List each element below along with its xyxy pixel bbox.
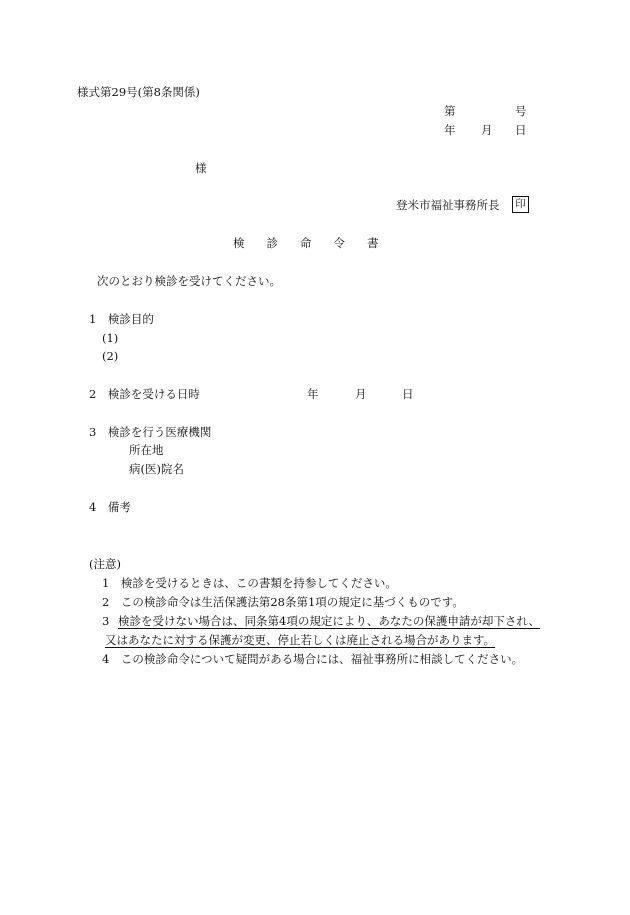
date-month-label: 月 (481, 123, 493, 137)
section-1-item-2: (2) (102, 349, 119, 363)
note-3-line-2: 又はあなたに対する保護が変更、停止若しくは廃止される場合があります。 (105, 633, 496, 647)
hospital-name-label: 病(医)院名 (129, 462, 184, 476)
date-year-label: 年 (444, 123, 456, 137)
section-1-item-1: (1) (102, 331, 119, 345)
note-2: 2 この検診命令は生活保護法第28条第1項の規定に基づくものです。 (102, 595, 464, 609)
note-1: 1 検診を受けるときは、この書類を持参してください。 (102, 576, 397, 590)
section-4-heading: 4 備考 (89, 500, 131, 514)
hospital-address-label: 所在地 (129, 443, 164, 457)
exam-date-month-label: 月 (355, 387, 367, 401)
exam-date-year-label: 年 (307, 387, 319, 401)
notes-heading: (注意) (89, 557, 121, 571)
doc-number-suffix: 号 (515, 104, 527, 118)
section-1-heading: 1 検診目的 (89, 312, 154, 326)
note-3-line-1: 検診を受けない場合は、同条第4項の規定により、あなたの保護申請が却下され、 (118, 614, 541, 628)
exam-date-day-label: 日 (402, 387, 414, 401)
document-title: 検診命令書 (233, 236, 401, 250)
intro-text: 次のとおり検診を受けてください。 (97, 274, 281, 288)
note-3-number: 3 (102, 614, 110, 628)
doc-number-prefix: 第 (444, 104, 456, 118)
seal-stamp-box: 印 (512, 196, 529, 213)
note-4: 4 この検診命令について疑問がある場合には、福祉事務所に相談してください。 (102, 652, 524, 666)
date-day-label: 日 (515, 123, 527, 137)
issuer-name: 登米市福祉事務所長 (396, 198, 500, 212)
addressee-suffix: 様 (195, 161, 207, 175)
section-3-heading: 3 検診を行う医療機関 (89, 425, 212, 439)
section-2-heading: 2 検診を受ける日時 (89, 387, 200, 401)
form-number: 様式第29号(第8条関係) (77, 85, 200, 99)
